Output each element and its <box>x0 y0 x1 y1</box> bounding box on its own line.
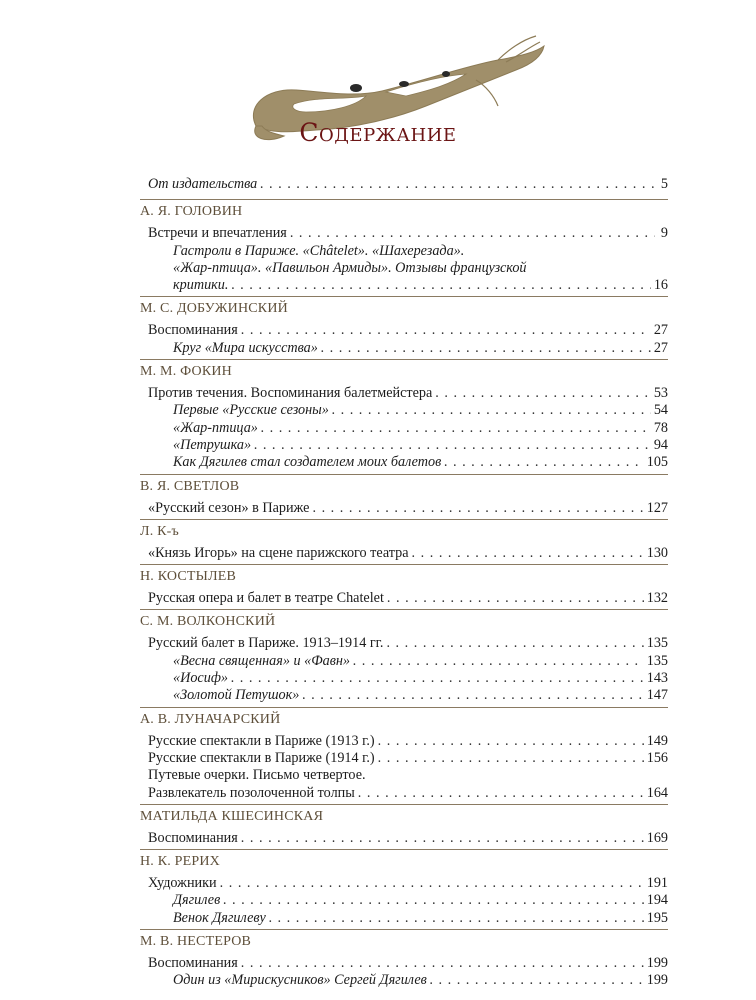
page-header <box>0 0 756 160</box>
leader-dots <box>269 910 644 927</box>
toc-entry[interactable] <box>140 635 668 652</box>
leader-dots <box>321 340 651 357</box>
entry-title: Круг «Мира искусства» <box>173 339 318 356</box>
entry-page: 94 <box>653 436 668 453</box>
toc-entry-intro[interactable] <box>140 176 668 193</box>
leader-dots <box>378 750 644 767</box>
author-heading: М. С. ДОБУЖИНСКИЙ <box>140 296 668 318</box>
entry-title: «Весна священная» и «Фавн» <box>173 652 351 669</box>
entry-page: 16 <box>653 277 668 294</box>
entry-title: Русские спектакли в Париже (1914 г.) <box>148 749 375 766</box>
toc-entry[interactable] <box>140 225 668 242</box>
entry-title: «Иосиф» <box>173 670 228 687</box>
leader-dots <box>261 420 651 437</box>
entry-title: Русские спектакли в Париже (1913 г.) <box>148 732 375 749</box>
toc-entry[interactable] <box>140 402 668 419</box>
toc-entry[interactable] <box>140 340 668 357</box>
entry-page: 105 <box>646 454 668 471</box>
toc-entry[interactable] <box>140 385 668 402</box>
toc-section <box>140 519 668 562</box>
author-heading: М. В. НЕСТЕРОВ <box>140 929 668 951</box>
leader-dots <box>254 437 651 454</box>
entry-title: «Русский сезон» в Париже <box>148 499 310 516</box>
author-heading: Л. К-ъ <box>140 519 668 541</box>
author-heading: МАТИЛЬДА КШЕСИНСКАЯ <box>140 804 668 826</box>
author-heading: А. Я. ГОЛОВИН <box>140 199 668 221</box>
entry-page: 156 <box>646 749 668 766</box>
entry-page: 132 <box>646 590 668 607</box>
leader-dots <box>220 875 644 892</box>
entry-title: Воспоминания <box>148 955 238 972</box>
entry-page: 5 <box>660 176 668 192</box>
author-heading: Н. К. РЕРИХ <box>140 849 668 871</box>
entry-page: 130 <box>646 544 668 561</box>
entry-title: Встречи и впечатления <box>148 225 287 242</box>
toc-section <box>140 296 668 357</box>
toc-entry[interactable] <box>140 670 668 687</box>
toc-entry[interactable] <box>140 500 668 517</box>
toc-entry[interactable] <box>140 687 668 704</box>
entry-page: 149 <box>646 732 668 749</box>
toc-entry[interactable] <box>140 910 668 927</box>
toc-entry[interactable] <box>140 830 668 847</box>
leader-dots <box>241 830 644 847</box>
entry-title: Дягилев <box>173 892 221 909</box>
entry-page: 135 <box>646 652 668 669</box>
leader-dots <box>332 402 651 419</box>
leader-dots <box>290 225 655 242</box>
leader-dots <box>387 590 644 607</box>
toc-section <box>140 474 668 517</box>
leader-dots <box>231 277 650 294</box>
entry-title: Русская опера и балет в театре Chatelet <box>148 590 384 607</box>
entry-page: 143 <box>646 670 668 687</box>
leader-dots <box>231 670 644 687</box>
entry-title: Венок Дягилеву <box>173 909 266 926</box>
toc-entry[interactable] <box>140 454 668 471</box>
leader-dots <box>353 653 644 670</box>
toc-entry-line: «Жар-птица». «Павильон Армиды». Отзывы французской <box>173 259 527 276</box>
toc-entry[interactable] <box>140 545 668 562</box>
entry-page: 199 <box>646 955 668 972</box>
author-heading: М. М. ФОКИН <box>140 359 668 381</box>
leader-dots <box>358 785 644 802</box>
entry-title: «Жар-птица» <box>173 419 258 436</box>
entry-title: «Золотой Петушок» <box>173 687 300 704</box>
toc-section <box>140 564 668 607</box>
toc-entry[interactable] <box>140 590 668 607</box>
toc-section <box>140 707 668 802</box>
entry-page: 135 <box>646 635 668 652</box>
entry-page: 54 <box>653 402 668 419</box>
entry-page: 191 <box>646 875 668 892</box>
author-heading: В. Я. СВЕТЛОВ <box>140 474 668 496</box>
toc-section <box>140 929 668 990</box>
toc-entry[interactable] <box>140 955 668 972</box>
entry-page: 27 <box>653 322 668 339</box>
leader-dots <box>312 500 643 517</box>
toc-entry-line: Путевые очерки. Письмо четвертое. <box>148 767 366 784</box>
toc-section <box>140 804 668 847</box>
entry-title: Как Дягилев стал создателем моих балетов <box>173 454 442 471</box>
toc-entry-line: Гастроли в Париже. «Châtelet». «Шахерезада». <box>173 242 465 259</box>
entry-title: «Князь Игорь» на сцене парижского театра <box>148 544 409 561</box>
leader-dots <box>260 176 655 193</box>
entry-title: Русский балет в Париже. 1913–1914 гг. <box>148 635 384 652</box>
toc-entry[interactable] <box>140 653 668 670</box>
toc-entry[interactable] <box>140 437 668 454</box>
leader-dots <box>302 687 643 704</box>
leader-dots <box>378 733 644 750</box>
entry-page: 195 <box>646 909 668 926</box>
entry-title: Развлекатель позолоченной толпы <box>148 784 355 801</box>
toc-entry[interactable] <box>140 277 668 294</box>
leader-dots <box>430 972 644 989</box>
toc-entry[interactable] <box>140 733 668 750</box>
entry-page: 169 <box>646 829 668 846</box>
entry-page: 147 <box>646 687 668 704</box>
entry-title: «Петрушка» <box>173 436 252 453</box>
author-heading: А. В. ЛУНАЧАРСКИЙ <box>140 707 668 729</box>
entry-page: 27 <box>653 339 668 356</box>
entry-title: Воспоминания <box>148 829 238 846</box>
entry-title: Против течения. Воспоминания балетмейстера <box>148 385 433 402</box>
leader-dots <box>223 892 643 909</box>
leader-dots <box>444 454 643 471</box>
toc-entry[interactable] <box>140 875 668 892</box>
entry-page: 78 <box>653 419 668 436</box>
toc-section <box>140 609 668 704</box>
entry-title: Воспоминания <box>148 322 238 339</box>
entry-title: критики. <box>173 277 229 294</box>
entry-page: 53 <box>653 385 668 402</box>
page-title: Содержание <box>299 118 457 147</box>
entry-page: 194 <box>646 892 668 909</box>
entry-title: Первые «Русские сезоны» <box>173 402 329 419</box>
entry-title: Художники <box>148 875 217 892</box>
toc-sections <box>140 199 668 989</box>
leader-dots <box>241 955 644 972</box>
toc-entry[interactable] <box>140 322 668 339</box>
author-heading: Н. КОСТЫЛЕВ <box>140 564 668 586</box>
entry-page: 199 <box>646 972 668 989</box>
toc-section <box>140 199 668 294</box>
leader-dots <box>412 545 644 562</box>
entry-title: Один из «Мирискусников» Сергей Дягилев <box>173 972 427 989</box>
entry-page: 164 <box>646 784 668 801</box>
entry-page: 9 <box>660 225 668 242</box>
entry-page: 127 <box>646 499 668 516</box>
toc-entry[interactable] <box>140 972 668 989</box>
entry-title: От издательства <box>148 176 258 192</box>
toc-entry[interactable] <box>140 892 668 909</box>
toc-entry[interactable] <box>140 750 668 767</box>
leader-dots <box>386 635 643 652</box>
table-of-contents <box>140 176 668 990</box>
leader-dots <box>435 385 651 402</box>
toc-entry[interactable] <box>140 785 668 802</box>
toc-section <box>140 849 668 927</box>
toc-section <box>140 359 668 471</box>
toc-entry[interactable] <box>140 420 668 437</box>
author-heading: С. М. ВОЛКОНСКИЙ <box>140 609 668 631</box>
leader-dots <box>241 322 651 339</box>
